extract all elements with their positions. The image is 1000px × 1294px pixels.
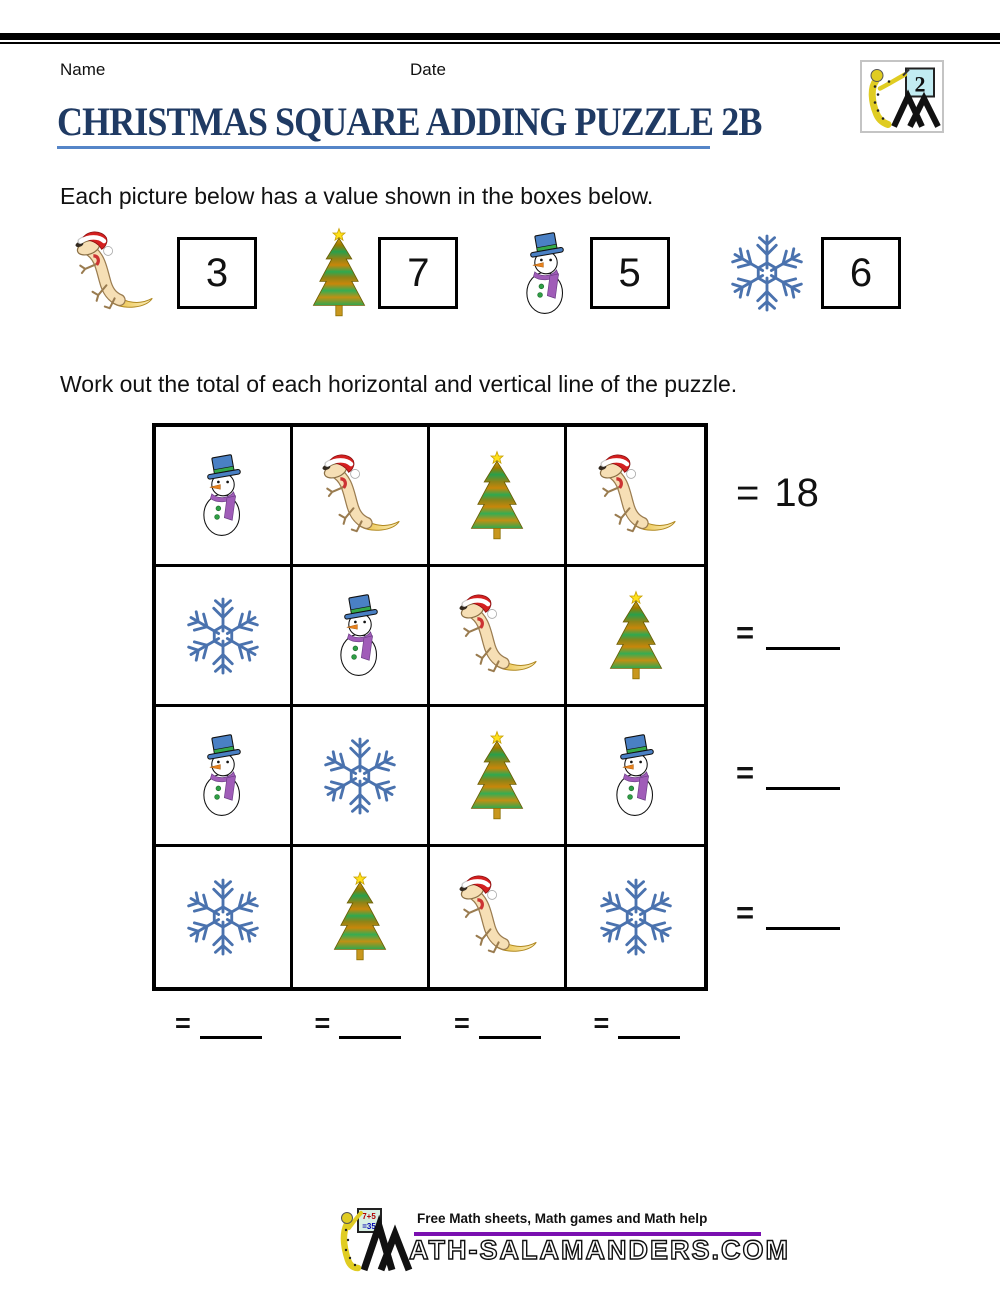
snowman-icon: [513, 225, 579, 322]
footer: [336, 1206, 790, 1280]
key-value-box: 3: [177, 237, 257, 309]
snowflake-icon: [180, 594, 266, 678]
equals-sign: =: [736, 615, 755, 650]
christmas-tree-icon: [332, 869, 388, 965]
column-total: [571, 1008, 711, 1039]
snowman-icon: [327, 587, 393, 684]
row-total: [722, 563, 840, 703]
puzzle-cell: [430, 567, 567, 707]
puzzle-cell: [156, 567, 293, 707]
row-total: [722, 703, 840, 843]
christmas-tree-icon: [469, 448, 525, 544]
puzzle-cell: [430, 847, 567, 987]
math-salamanders-logo-icon: [336, 1206, 416, 1274]
math-salamanders-badge-logo: [860, 60, 944, 133]
answer-blank-line: [766, 927, 840, 930]
footer-site-text: ATH-SALAMANDERS.COM: [409, 1235, 790, 1265]
key-value-box: 6: [821, 237, 901, 309]
answer-blank-line: [479, 1036, 541, 1039]
answer-blank-line: [339, 1036, 401, 1039]
equals-sign: =: [736, 895, 755, 930]
snowflake-icon: [180, 875, 266, 959]
row-total-value: 18: [774, 470, 819, 515]
puzzle-cell: [156, 847, 293, 987]
christmas-salamander-icon: [583, 451, 689, 541]
row-totals: [722, 423, 840, 983]
column-total: [431, 1008, 571, 1039]
name-label: Name: [60, 60, 106, 79]
column-totals: [152, 1008, 710, 1039]
key-item: [724, 231, 901, 315]
snowflake-icon: [724, 231, 810, 315]
column-total: [292, 1008, 432, 1039]
row-total: [722, 423, 840, 563]
christmas-tree-icon: [469, 728, 525, 824]
equals-sign: =: [593, 1008, 610, 1038]
puzzle-cell: [430, 707, 567, 847]
key-item: [513, 225, 670, 322]
christmas-salamander-icon: [444, 591, 550, 681]
title-underline: [57, 146, 710, 149]
puzzle-cell: [567, 847, 704, 987]
equals-sign: =: [175, 1008, 191, 1038]
column-total: [152, 1008, 292, 1039]
snowflake-icon: [593, 875, 679, 959]
puzzle-cell: [293, 567, 430, 707]
key-item: [311, 225, 458, 321]
puzzle-cell: [293, 847, 430, 987]
page-title: CHRISTMAS SQUARE ADDING PUZZLE 2B: [57, 99, 762, 144]
puzzle-grid: [152, 423, 708, 991]
christmas-salamander-icon: [60, 228, 166, 318]
answer-blank-line: [766, 647, 840, 650]
answer-blank-line: [200, 1036, 262, 1039]
snowman-icon: [190, 727, 256, 824]
puzzle-cell: [567, 567, 704, 707]
logo-card-line1: 7+5: [362, 1212, 376, 1221]
equals-sign: =: [736, 470, 760, 515]
puzzle-cell: [430, 427, 567, 567]
snowflake-icon: [317, 734, 403, 818]
logo-card-line2: =35: [362, 1222, 376, 1231]
christmas-tree-icon: [608, 588, 664, 684]
row-total: [722, 843, 840, 983]
puzzle-cell: [567, 427, 704, 567]
christmas-salamander-icon: [307, 451, 413, 541]
equals-sign: =: [736, 755, 755, 790]
picture-value-key-row: [60, 224, 901, 322]
instruction-line-2: Work out the total of each horizontal and vertical line of the puzzle.: [60, 371, 738, 397]
puzzle-cell: [293, 707, 430, 847]
key-value-box: 7: [378, 237, 458, 309]
page-top-rule: [0, 33, 1000, 44]
date-label: Date: [410, 60, 446, 79]
snowman-icon: [190, 447, 256, 544]
christmas-tree-icon: [311, 225, 367, 321]
footer-tagline: Free Math sheets, Math games and Math help: [417, 1211, 708, 1226]
puzzle-cell: [567, 707, 704, 847]
snowman-icon: [603, 727, 669, 824]
key-value-box: 5: [590, 237, 670, 309]
equals-sign: =: [314, 1008, 331, 1038]
answer-blank-line: [618, 1036, 680, 1039]
christmas-salamander-icon: [444, 872, 550, 962]
answer-blank-line: [766, 787, 840, 790]
badge-number: 2: [914, 71, 926, 97]
key-item: [60, 228, 257, 318]
puzzle-cell: [156, 427, 293, 567]
puzzle-cell: [156, 707, 293, 847]
puzzle-cell: [293, 427, 430, 567]
instruction-line-1: Each picture below has a value shown in the boxes below.: [60, 183, 654, 209]
equals-sign: =: [454, 1008, 470, 1038]
